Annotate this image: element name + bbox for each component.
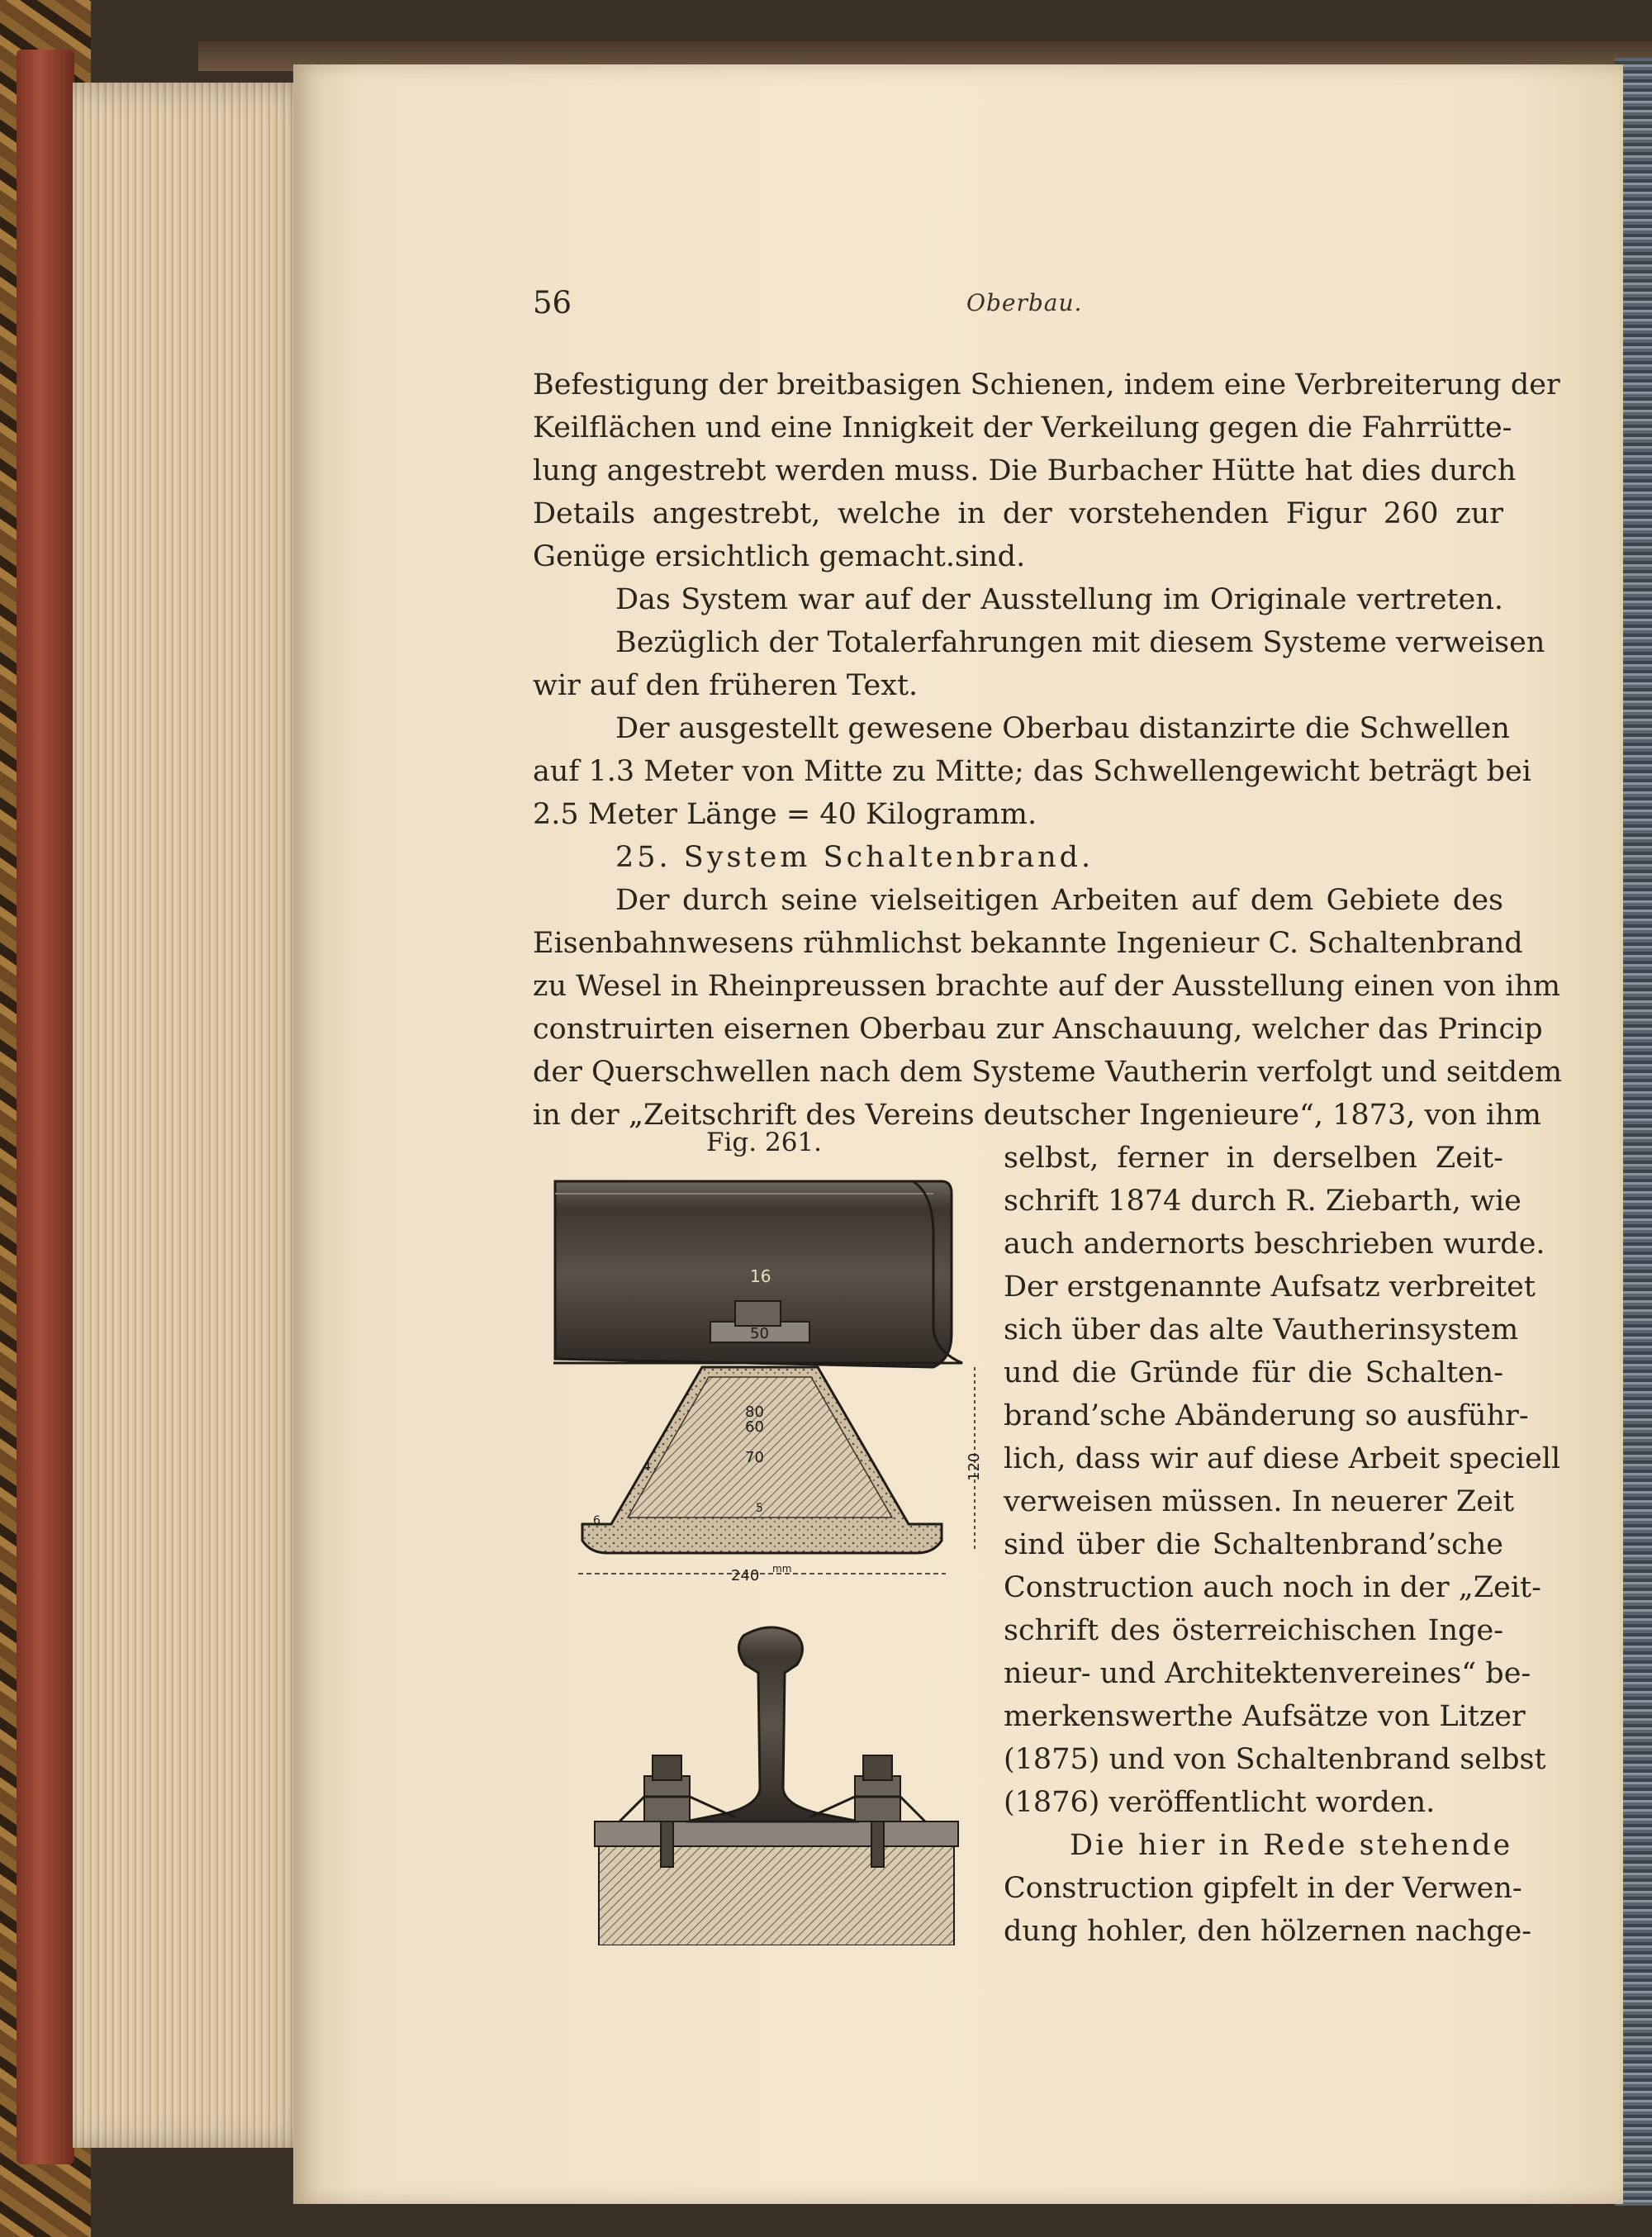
side-text-line: verweisen müssen. In neuerer Zeit xyxy=(1004,1485,1515,1518)
side-text-line: Der erstgenannte Aufsatz verbreitet xyxy=(1004,1270,1536,1304)
side-text-line: brand’sche Abänderung so ausführ- xyxy=(1004,1399,1529,1432)
text-line: Der ausgestellt gewesene Oberbau distanzirte die Schwellen xyxy=(615,712,1510,745)
section-heading: 25. System Schaltenbrand. xyxy=(615,841,1094,874)
dim-label: 120 xyxy=(966,1452,983,1481)
book-cover-spine-edge xyxy=(17,50,74,2164)
figure-caption: Fig. 261. xyxy=(706,1128,822,1157)
dim-label: 5 xyxy=(756,1502,763,1515)
rail-cross-section xyxy=(595,1627,958,1945)
side-text-line: Construction gipfelt in der Verwen- xyxy=(1004,1872,1522,1905)
page-stack xyxy=(73,83,320,2148)
text-line: Eisenbahnwesens rühmlichst bekannte Ingenieur C. Schaltenbrand xyxy=(533,927,1523,960)
dim-label: 60 xyxy=(745,1418,764,1436)
text-line: in der „Zeitschrift des Vereins deutscher Ingenieure“, 1873, von ihm xyxy=(533,1099,1541,1132)
dim-label: 4 xyxy=(643,1458,652,1474)
side-text-line: Construction auch noch in der „Zeit- xyxy=(1004,1571,1541,1604)
running-title: Oberbau. xyxy=(966,289,1083,316)
text-line: wir auf den früheren Text. xyxy=(533,669,919,702)
text-line: auf 1.3 Meter von Mitte zu Mitte; das Schwellengewicht beträgt bei xyxy=(533,755,1531,788)
rail-figure-261 xyxy=(545,1161,991,1945)
side-text-line: (1875) und von Schaltenbrand selbst xyxy=(1004,1743,1546,1776)
dim-label: 240 xyxy=(731,1567,760,1584)
side-text-line: sind über die Schaltenbrand’sche xyxy=(1004,1528,1503,1561)
dim-label: 50 xyxy=(750,1325,769,1342)
side-text-line: schrift 1874 durch R. Ziebarth, wie xyxy=(1004,1185,1521,1218)
text-line: Genüge ersichtlich gemacht.sind. xyxy=(533,540,1026,573)
sleeper-section xyxy=(578,1367,975,1574)
dim-label: 80 xyxy=(745,1403,764,1421)
side-text-line: merkenswerthe Aufsätze von Litzer xyxy=(1004,1700,1526,1733)
text-line: zu Wesel in Rheinpreussen brachte auf der Ausstellung einen von ihm xyxy=(533,970,1561,1003)
side-text-line: Die hier in Rede stehende xyxy=(1070,1829,1513,1862)
side-text-line: nieur- und Architektenvereines“ be- xyxy=(1004,1657,1531,1690)
side-text-line: selbst, ferner in derselben Zeit- xyxy=(1004,1142,1503,1175)
text-line: construirten eisernen Oberbau zur Anschauung, welcher das Princip xyxy=(533,1013,1543,1046)
text-line: Details angestrebt, welche in der vorstehenden Figur 260 zur xyxy=(533,497,1503,530)
side-text-line: (1876) veröffentlicht worden. xyxy=(1004,1786,1436,1819)
dim-unit: mm xyxy=(772,1563,792,1574)
dim-label: 16 xyxy=(750,1266,771,1286)
text-line: Befestigung der breitbasigen Schienen, indem eine Verbreiterung der xyxy=(533,368,1560,401)
side-text-line: und die Gründe für die Schalten- xyxy=(1004,1356,1503,1389)
page-number: 56 xyxy=(533,285,572,321)
dim-label: 70 xyxy=(745,1449,764,1466)
text-line: lung angestrebt werden muss. Die Burbacher Hütte hat dies durch xyxy=(533,454,1517,487)
side-text-line: lich, dass wir auf diese Arbeit speciell xyxy=(1004,1442,1561,1475)
side-text-line: sich über das alte Vautherinsystem xyxy=(1004,1313,1519,1346)
side-text-line: auch andernorts beschrieben wurde. xyxy=(1004,1228,1545,1261)
text-line: Das System war auf der Ausstellung im Originale vertreten. xyxy=(615,583,1503,616)
dim-label: 6 xyxy=(593,1514,601,1527)
side-text-line: dung hohler, den hölzernen nachge- xyxy=(1004,1915,1532,1948)
text-line: Bezüglich der Totalerfahrungen mit diesem Systeme verweisen xyxy=(615,626,1545,659)
text-line: Der durch seine vielseitigen Arbeiten auf dem Gebiete des xyxy=(615,884,1503,917)
text-line: 2.5 Meter Länge = 40 Kilogramm. xyxy=(533,798,1037,831)
text-line: Keilflächen und eine Innigkeit der Verkeilung gegen die Fahrrütte- xyxy=(533,411,1512,444)
side-text-line: schrift des österreichischen Inge- xyxy=(1004,1614,1503,1647)
text-line: der Querschwellen nach dem Systeme Vautherin verfolgt und seitdem xyxy=(533,1056,1563,1089)
